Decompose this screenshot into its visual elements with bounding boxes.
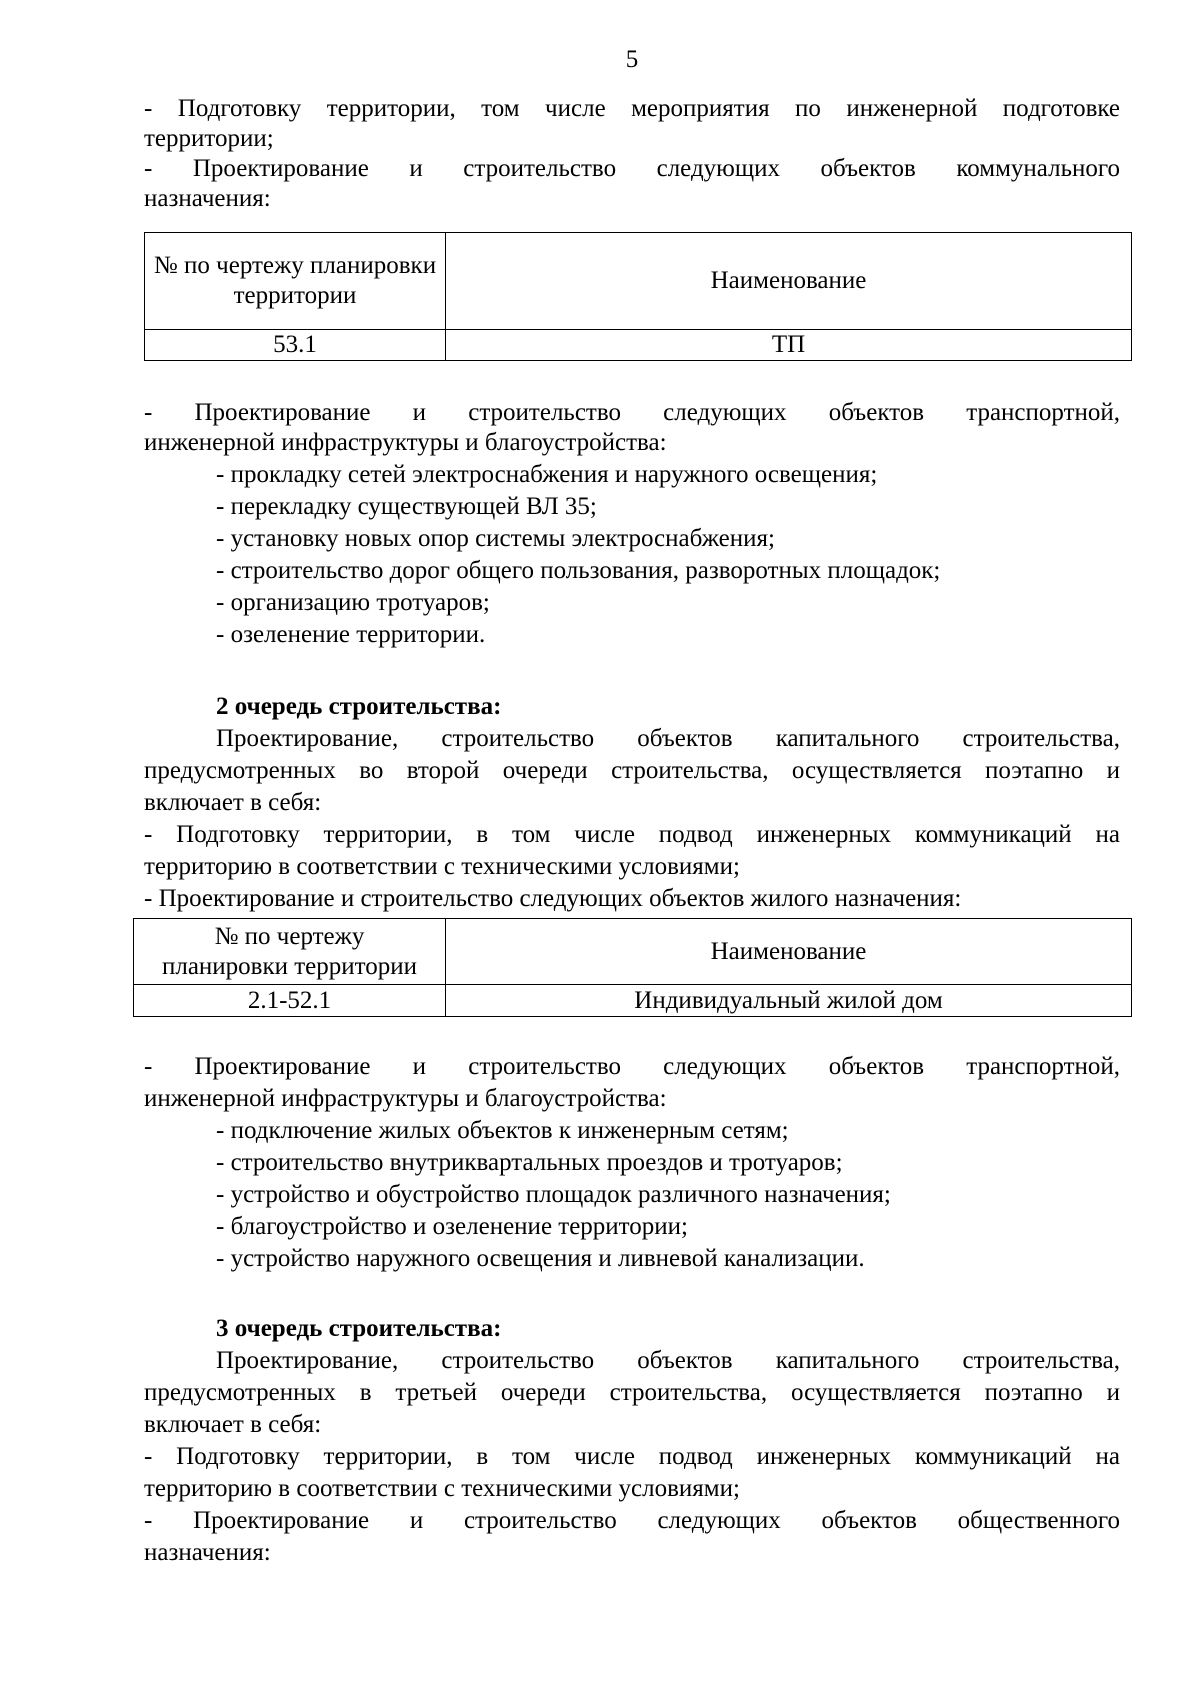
paragraph-line: Проектирование, строительство объектов капитального строительства, — [216, 725, 1120, 752]
cell-drawing-number: 53.1 — [145, 330, 446, 361]
paragraph-line: предусмотренных в третьей очереди строительства, осуществляется поэтапно и — [144, 1379, 1120, 1406]
paragraph-line: - Подготовку территории, том числе мероприятия по инженерной подготовке — [144, 95, 1120, 122]
cell-name: Индивидуальный жилой дом — [446, 985, 1132, 1017]
paragraph-line: включает в себя: — [144, 789, 322, 816]
paragraph-line: инженерной инфраструктуры и благоустройства: — [144, 1085, 667, 1112]
table-header-row — [134, 919, 1132, 985]
cell-drawing-number: 2.1-52.1 — [134, 985, 446, 1017]
paragraph-line: - Проектирование и строительство следующих объектов общественного — [144, 1507, 1120, 1534]
list-item: - озеленение территории. — [216, 621, 486, 648]
paragraph-line: - Проектирование и строительство следующих объектов транспортной, — [144, 1053, 1120, 1080]
paragraph-line: - Проектирование и строительство следующих объектов транспортной, — [144, 399, 1120, 426]
list-item: - строительство дорог общего пользования, разворотных площадок; — [216, 557, 941, 584]
paragraph-line: предусмотренных во второй очереди строительства, осуществляется поэтапно и — [144, 757, 1120, 784]
paragraph-line: Проектирование, строительство объектов капитального строительства, — [216, 1347, 1120, 1374]
table-header-row — [145, 233, 1132, 330]
section-heading: 2 очередь строительства: — [216, 693, 502, 720]
list-item: - прокладку сетей электроснабжения и наружного освещения; — [216, 461, 878, 488]
list-item: - устройство наружного освещения и ливневой канализации. — [216, 1245, 865, 1272]
section-heading: 3 очередь строительства: — [216, 1315, 502, 1342]
list-item: - благоустройство и озеленение территории; — [216, 1213, 688, 1240]
paragraph-line: инженерной инфраструктуры и благоустройства: — [144, 429, 667, 456]
paragraph-line: территорию в соответствии с техническими условиями; — [144, 853, 740, 880]
table-row — [134, 985, 1132, 1017]
header-drawing-number — [134, 919, 446, 985]
header-drawing-number: № по чертежу планировки территории — [145, 233, 446, 330]
paragraph-line: включает в себя: — [144, 1411, 322, 1438]
paragraph-line: - Подготовку территории, в том числе подвод инженерных коммуникаций на — [144, 1443, 1120, 1470]
list-item: - строительство внутриквартальных проездов и тротуаров; — [216, 1149, 843, 1176]
list-item: - устройство и обустройство площадок различного назначения; — [216, 1181, 891, 1208]
paragraph-line: назначения: — [144, 1539, 271, 1566]
paragraph-line: территорию в соответствии с техническими условиями; — [144, 1475, 740, 1502]
table-residential-objects — [133, 918, 1132, 1017]
cell-name: ТП — [446, 330, 1132, 361]
paragraph-line: - Подготовку территории, в том числе подвод инженерных коммуникаций на — [144, 821, 1120, 848]
table-row — [145, 330, 1132, 361]
list-item: - перекладку существующей ВЛ 35; — [216, 493, 597, 520]
table-communal-objects — [144, 232, 1132, 361]
paragraph-line: назначения: — [144, 185, 271, 212]
list-item: - подключение жилых объектов к инженерным сетям; — [216, 1117, 789, 1144]
page-number: 5 — [625, 46, 639, 73]
paragraph-line: - Проектирование и строительство следующих объектов коммунального — [144, 155, 1120, 182]
paragraph-line: - Проектирование и строительство следующих объектов жилого назначения: — [144, 885, 962, 912]
paragraph-line: территории; — [144, 125, 274, 152]
header-drawing-number-line: планировки территории — [161, 952, 418, 980]
list-item: - установку новых опор системы электроснабжения; — [216, 525, 775, 552]
header-name: Наименование — [446, 919, 1132, 985]
header-drawing-number-line: № по чертежу — [214, 922, 365, 950]
list-item: - организацию тротуаров; — [216, 589, 490, 616]
header-name: Наименование — [446, 233, 1132, 330]
